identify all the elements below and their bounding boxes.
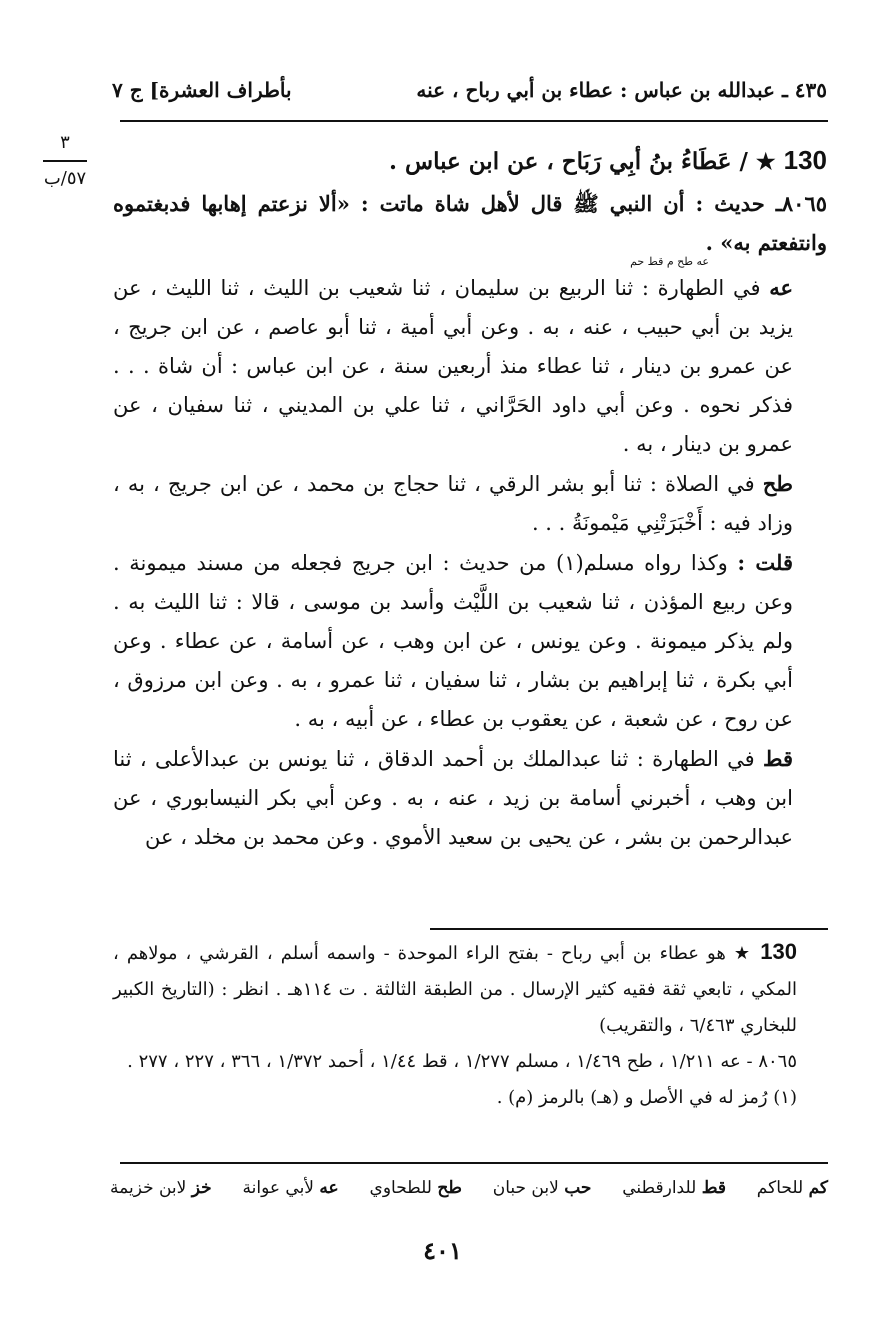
legend-item: عه لأبي عوانة	[242, 1178, 339, 1198]
legend-item: حب لابن حبان	[492, 1178, 592, 1198]
margin-ref-divider	[43, 160, 87, 162]
paragraph-lead: قلت :	[737, 550, 793, 575]
paragraph-text: في الطهارة : ثنا عبدالملك بن أحمد الدقاق ، ثنا يونس بن عبدالأعلى ، ثنا ابن وهب ، أخبرني أسامة بن زيد ، عنه ، به . وعن أبي بكر النيسابوري ، عن عبدالرحمن بن بشر ، عن يحيى بن سعيد الأموي . وعن محمد بن مخلد ، عن	[113, 747, 793, 849]
footnote-rule	[430, 928, 828, 930]
footnote-references: ٨٠٦٥ - عه ١/٢١١ ، طح ١/٤٦٩ ، مسلم ١/٢٧٧ ، قط ١/٤٤ ، أحمد ١/٣٧٢ ، ٣٦٦ ، ٢٢٧ ، ٢٧٧ .	[127, 1051, 797, 1072]
star-icon: ★	[755, 149, 776, 175]
legend-item: كم للحاكم	[756, 1178, 828, 1198]
margin-ref-top: ٣	[60, 132, 70, 153]
legend-item: طح للطحاوي	[369, 1178, 462, 1198]
paragraph-lead: طح	[762, 471, 793, 496]
paragraph-abu-awana	[113, 268, 827, 464]
footnote-bio-number: 130	[760, 939, 797, 964]
legend-rule	[120, 1162, 828, 1164]
entry-name: / عَطَاءُ بنُ أبِي رَبَاح ، عن ابن عباس .	[389, 148, 748, 175]
legend-item: قط للدارقطني	[622, 1178, 726, 1198]
hadith-source-codes: عه طح م قط حم	[630, 255, 709, 268]
entry-title	[113, 138, 827, 184]
paragraph-tahawi	[113, 464, 827, 543]
paragraph-lead: عه	[769, 275, 793, 300]
footnotes	[113, 934, 827, 1116]
paragraph-note	[113, 543, 827, 739]
hadith-label: ٨٠٦٥ـ حديث :	[695, 191, 828, 216]
star-icon: ★	[733, 943, 753, 964]
paragraph-text: وكذا رواه مسلم(١) من حديث : ابن جريج فجعله من مسند ميمونة . وعن ربيع المؤذن ، ثنا شعيب بن اللَّيْث وأسد بن موسى ، قالا : ثنا الليث به . ولم يذكر ميمونة . وعن يونس ، عن ابن وهب ، عن أسامة ، عن عطاء . وعن أبي بكرة ، ثنا إبراهيم بن بشار ، ثنا سفيان ، ثنا عمرو ، به . وعن ابن مرزوق ، عن روح ، عن شعبة ، عن يعقوب بن عطاء ، عن أبيه ، به .	[113, 551, 793, 731]
abbreviation-legend	[110, 1178, 828, 1208]
header-volume: بأطراف العشرة] ج ٧	[112, 78, 292, 102]
footnote-biography	[113, 934, 827, 1044]
header-rule	[120, 120, 828, 122]
margin-ref-bottom: ٥٧/ب	[43, 167, 87, 189]
footnote-bio-text: هو عطاء بن أبي رباح - بفتح الراء الموحدة - واسمه أسلم ، القرشي ، مولاهم ، المكي ، تابعي ثقة فقيه كثير الإرسال . من الطبقة الثالثة . ت ١١٤هـ . انظر : (التاريخ الكبير للبخاري ٦/٤٦٣ ، والتقريب)	[113, 943, 797, 1036]
paragraph-text: في الصلاة : ثنا أبو بشر الرقي ، ثنا حجاج بن محمد ، عن ابن جريج ، به ، وزاد فيه : أَخْبَرَتْنِي مَيْمونَةُ . . .	[113, 472, 793, 535]
footnote-1: (١) رُمز له في الأصل و (هـ) بالرمز (م) .	[496, 1087, 797, 1108]
paragraph-daraqutni	[113, 739, 827, 857]
entry-number: 130	[783, 145, 827, 175]
paragraph-lead: قط	[763, 746, 793, 771]
running-header	[112, 70, 827, 110]
hadith-matn: أن النبي ﷺ قال لأهل شاة ماتت : «ألا نزعتم إهابها فدبغتموه وانتفعتم به» .	[113, 191, 827, 255]
header-chapter: ٤٣٥ ـ عبدالله بن عباس : عطاء بن أبي رباح ، عنه	[416, 78, 827, 102]
margin-manuscript-ref	[30, 132, 100, 190]
paragraph-text: في الطهارة : ثنا الربيع بن سليمان ، ثنا شعيب بن الليث ، ثنا الليث ، عن يزيد بن أبي حبيب ، عنه ، به . وعن أبي أمية ، ثنا أبو عاصم ، عن ابن جريج ، عن عمرو بن دينار ، ثنا عطاء منذ أربعين سنة ، عن ابن عباس : أن شاة . . . فذكر نحوه . وعن أبي داود الحَرَّاني ، ثنا علي بن المديني ، ثنا سفيان ، عن عمرو بن دينار ، به .	[113, 276, 793, 456]
main-text	[113, 138, 827, 857]
hadith-text	[113, 184, 827, 262]
legend-item: خز لابن خزيمة	[110, 1178, 212, 1198]
page-number: ٤٠١	[423, 1236, 462, 1265]
